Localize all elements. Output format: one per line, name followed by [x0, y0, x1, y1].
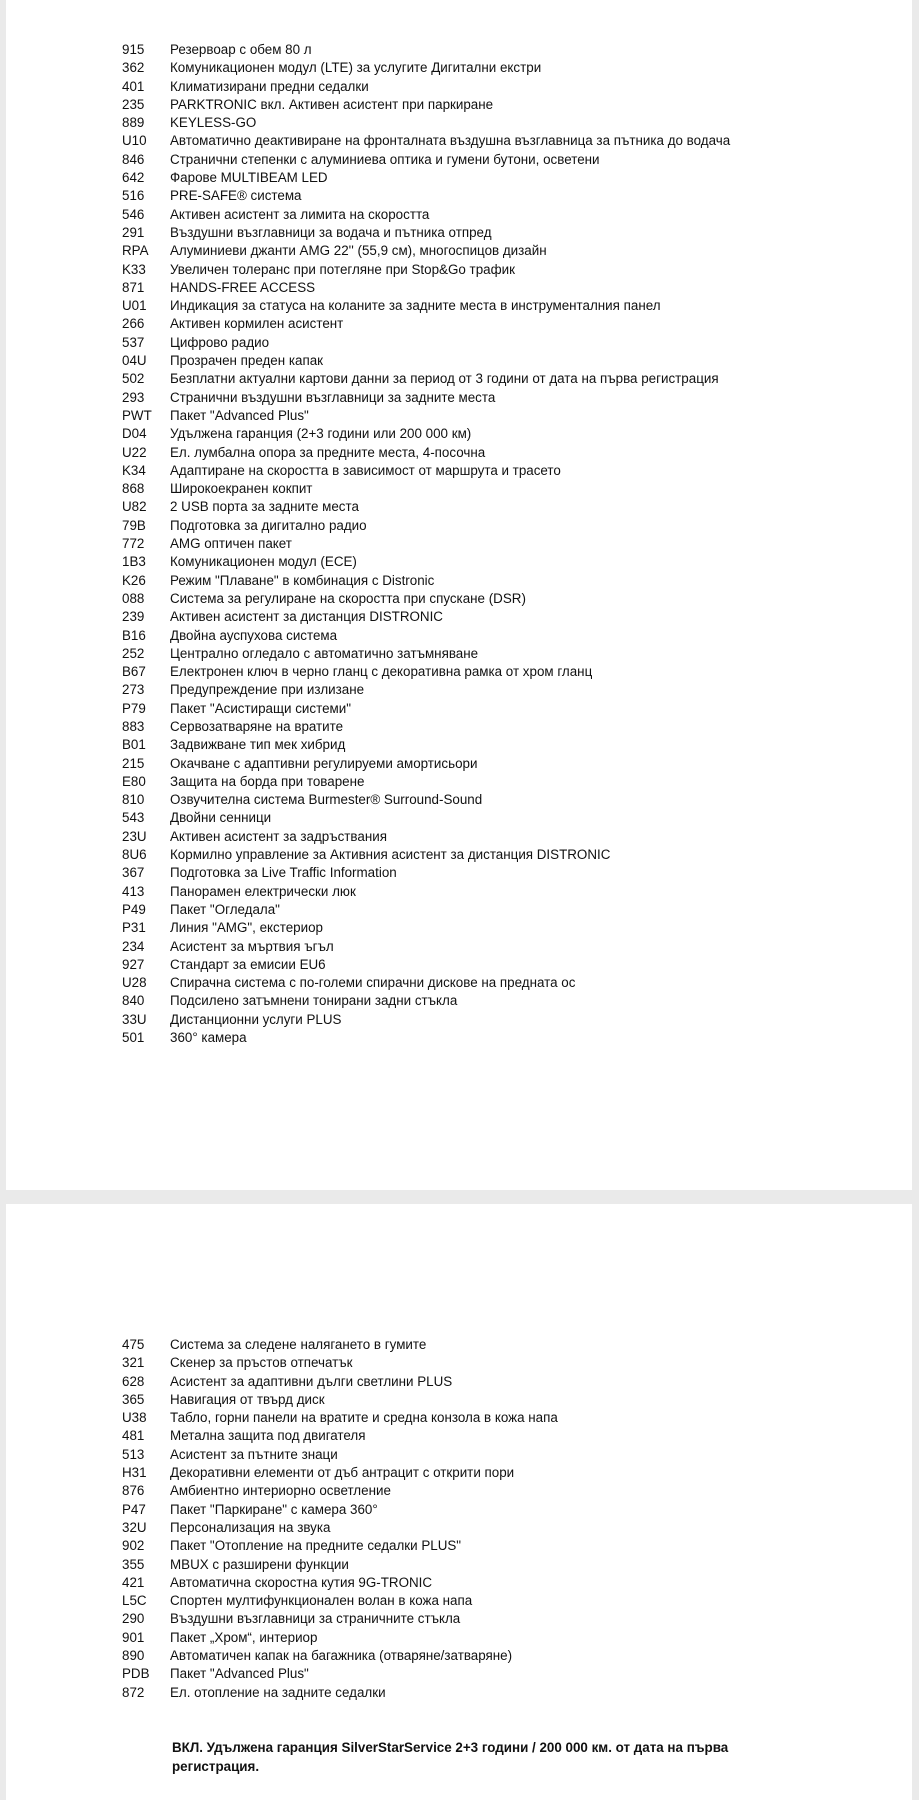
option-code: K34 [122, 462, 146, 478]
option-code: 901 [122, 1629, 145, 1645]
option-code: 266 [122, 316, 145, 332]
equipment-row [122, 663, 730, 681]
option-description: PARKTRONIC вкл. Активен асистент при паркиране [170, 96, 494, 112]
option-description: Подготовка за Live Traffic Information [170, 865, 397, 881]
equipment-row [122, 334, 730, 352]
option-code: 628 [122, 1373, 145, 1389]
equipment-row [122, 242, 730, 260]
option-description: Стандарт за емисии EU6 [170, 956, 326, 972]
option-description: Автоматично деактивиране на фронталната въздушна възглавница за пътника до водача [170, 133, 731, 149]
equipment-row [122, 883, 730, 901]
option-description: Климатизирани предни седалки [170, 78, 369, 94]
option-description: Активен асистент за задръствания [170, 828, 387, 844]
option-description: Режим "Плаване" в комбинация с Distronic [170, 572, 435, 588]
equipment-row [122, 992, 730, 1010]
option-description: Пакет "Паркиране" с камера 360° [170, 1501, 378, 1517]
option-code: 234 [122, 938, 145, 954]
option-code: 290 [122, 1611, 145, 1627]
option-code: U01 [122, 298, 147, 314]
equipment-row [122, 1373, 558, 1391]
option-code: 239 [122, 609, 145, 625]
option-description: Сервозатваряне на вратите [170, 718, 344, 734]
equipment-row [122, 370, 730, 388]
option-description: Навигация от твърд диск [170, 1391, 325, 1407]
warranty-note: ВКЛ. Удължена гаранция SilverStarService 2+3 години / 200 000 км. от дата на първа регистрация. [172, 1740, 729, 1774]
option-description: Цифрово радио [170, 334, 270, 350]
option-code: 868 [122, 481, 145, 497]
equipment-row [122, 608, 730, 626]
option-code: PDB [122, 1666, 150, 1682]
option-code: 927 [122, 956, 145, 972]
equipment-row [122, 1446, 558, 1464]
equipment-row [122, 828, 730, 846]
option-description: Асистент за адаптивни дълги светлини PLUS [170, 1373, 453, 1389]
equipment-row [122, 1684, 558, 1702]
equipment-list-page-1 [122, 41, 730, 1047]
option-description: Персонализация на звука [170, 1519, 331, 1535]
equipment-row [122, 864, 730, 882]
option-description: Прозрачен преден капак [170, 353, 324, 369]
equipment-row [122, 315, 730, 333]
option-code: 79B [122, 517, 146, 533]
option-code: 876 [122, 1483, 145, 1499]
equipment-row [122, 480, 730, 498]
option-description: Електронен ключ в черно гланц с декоративна рамка от хром гланц [170, 664, 593, 680]
equipment-row [122, 1501, 558, 1519]
document-page-2 [6, 1204, 912, 1800]
option-code: 502 [122, 371, 145, 387]
option-code: 215 [122, 755, 145, 771]
option-code: 475 [122, 1337, 145, 1352]
option-description: Подготовка за дигитално радио [170, 517, 367, 533]
equipment-row [122, 1427, 558, 1445]
option-description: Централно огледало с автоматично затъмняване [170, 645, 479, 661]
equipment-row [122, 919, 730, 937]
equipment-list-page-2 [122, 1336, 558, 1702]
option-description: Ел. отопление на задните седалки [170, 1684, 386, 1700]
equipment-row [122, 41, 730, 59]
option-code: 513 [122, 1446, 145, 1462]
equipment-row [122, 755, 730, 773]
equipment-row [122, 462, 730, 480]
option-code: 890 [122, 1648, 145, 1664]
option-description: Спирачна система с по-големи спирачни дискове на предната ос [170, 975, 576, 991]
equipment-row [122, 96, 730, 114]
option-description: 360° камера [170, 1030, 247, 1046]
option-code: H31 [122, 1465, 147, 1481]
option-code: 902 [122, 1538, 145, 1554]
equipment-row [122, 773, 730, 791]
equipment-row [122, 1574, 558, 1592]
option-description: Амбиентно интериорно осветление [170, 1483, 391, 1499]
option-description: Пакет "Отопление на предните седалки PLUS" [170, 1538, 462, 1554]
option-description: Комуникационен модул (ECE) [170, 554, 357, 570]
equipment-row [122, 352, 730, 370]
option-code: 421 [122, 1574, 145, 1590]
option-description: HANDS-FREE ACCESS [170, 279, 316, 295]
option-code: U38 [122, 1410, 147, 1426]
equipment-row [122, 956, 730, 974]
option-description: Активен асистент за дистанция DISTRONIC [170, 609, 443, 625]
option-description: Скенер за пръстов отпечатък [170, 1355, 353, 1371]
option-code: 365 [122, 1391, 145, 1407]
option-code: U22 [122, 444, 147, 460]
option-description: Спортен мултифункционален волан в кожа напа [170, 1593, 473, 1609]
equipment-row [122, 1029, 730, 1047]
option-code: 872 [122, 1684, 145, 1700]
equipment-row [122, 224, 730, 242]
option-description: 2 USB порта за задните места [170, 499, 359, 515]
equipment-row [122, 1647, 558, 1665]
option-description: Пакет "Огледала" [170, 901, 280, 917]
equipment-row [122, 1519, 558, 1537]
equipment-row [122, 681, 730, 699]
option-description: Въздушни възглавници за страничните стъкла [170, 1611, 461, 1627]
option-code: 546 [122, 206, 145, 222]
equipment-row [122, 1354, 558, 1372]
option-description: Двойни сенници [170, 810, 272, 826]
option-code: 537 [122, 334, 145, 350]
option-code: P49 [122, 901, 146, 917]
option-description: Алуминиеви джанти AMG 22'' (55,9 см), многоспицов дизайн [170, 243, 547, 259]
option-description: Асистент за пътните знаци [170, 1446, 338, 1462]
equipment-row [122, 132, 730, 150]
option-description: Метална защита под двигателя [170, 1428, 366, 1444]
option-description: Линия "AMG", екстериор [170, 920, 323, 936]
option-code: 915 [122, 42, 145, 57]
option-description: Активен асистент за лимита на скоростта [170, 206, 430, 222]
equipment-row [122, 901, 730, 919]
option-description: Панорамен електрически люк [170, 883, 356, 899]
equipment-row [122, 78, 730, 96]
option-description: Автоматичен капак на багажника (отваряне/затваряне) [170, 1648, 513, 1664]
option-code: B16 [122, 627, 146, 643]
option-description: AMG оптичен пакет [170, 536, 292, 552]
option-code: P47 [122, 1501, 146, 1517]
option-description: Кормилно управление за Активния асистент за дистанция DISTRONIC [170, 847, 611, 863]
option-code: 1B3 [122, 554, 146, 570]
equipment-row [122, 187, 730, 205]
option-description: Странични въздушни възглавници за задните места [170, 389, 496, 405]
option-code: 481 [122, 1428, 145, 1444]
option-code: 362 [122, 60, 145, 76]
equipment-row [122, 809, 730, 827]
option-code: 293 [122, 389, 145, 405]
equipment-row [122, 1592, 558, 1610]
equipment-row [122, 1391, 558, 1409]
option-description: Система за регулиране на скоростта при спускане (DSR) [170, 590, 526, 606]
equipment-row [122, 279, 730, 297]
option-code: 642 [122, 170, 145, 186]
equipment-row [122, 407, 730, 425]
option-description: KEYLESS-GO [170, 115, 257, 131]
option-description: Удължена гаранция (2+3 години или 200 000 км) [170, 426, 472, 442]
equipment-row [122, 791, 730, 809]
equipment-row [122, 114, 730, 132]
option-code: 367 [122, 865, 145, 881]
equipment-row [122, 1336, 558, 1354]
option-description: Въздушни възглавници за водача и пътника отпред [170, 224, 492, 240]
option-description: Окачване с адаптивни регулируеми амортисьори [170, 755, 478, 771]
equipment-row [122, 261, 730, 279]
option-code: K26 [122, 572, 146, 588]
equipment-row [122, 517, 730, 535]
equipment-row [122, 590, 730, 608]
option-code: 840 [122, 993, 145, 1009]
option-description: Комуникационен модул (LTE) за услугите Дигитални екстри [170, 60, 542, 76]
option-description: Защита на борда при товарене [170, 773, 365, 789]
option-code: 401 [122, 78, 145, 94]
option-code: 273 [122, 682, 145, 698]
equipment-row [122, 1482, 558, 1500]
option-description: Резервоар с обем 80 л [170, 42, 312, 57]
document-page-1 [6, 0, 912, 1190]
option-description: Декоративни елементи от дъб антрацит с открити пори [170, 1465, 515, 1481]
option-code: D04 [122, 426, 147, 442]
equipment-row [122, 572, 730, 590]
equipment-row [122, 498, 730, 516]
option-description: Асистент за мъртвия ъгъл [170, 938, 334, 954]
option-description: Странични степенки с алуминиева оптика и гумени бутони, осветени [170, 151, 600, 167]
equipment-row [122, 1011, 730, 1029]
equipment-row [122, 444, 730, 462]
equipment-row [122, 1464, 558, 1482]
option-code: 516 [122, 188, 145, 204]
option-code: K33 [122, 261, 146, 277]
option-code: 8U6 [122, 847, 147, 863]
option-code: RPA [122, 243, 149, 259]
option-description: Индикация за статуса на коланите за задните места в инструменталния панел [170, 298, 661, 314]
option-code: 883 [122, 718, 145, 734]
option-code: 871 [122, 279, 145, 295]
option-description: Подсилено затъмнени тонирани задни стъкла [170, 993, 458, 1009]
option-code: 23U [122, 828, 147, 844]
option-description: Ел. лумбална опора за предните места, 4-посочна [170, 444, 486, 460]
option-code: 846 [122, 151, 145, 167]
option-code: 235 [122, 96, 145, 112]
equipment-row [122, 151, 730, 169]
option-code: U28 [122, 975, 147, 991]
option-description: Адаптиране на скоростта в зависимост от маршрута и трасето [170, 462, 561, 478]
equipment-row [122, 645, 730, 663]
equipment-row [122, 389, 730, 407]
equipment-row [122, 1537, 558, 1555]
option-code: 355 [122, 1556, 145, 1572]
option-code: 810 [122, 792, 145, 808]
option-code: 321 [122, 1355, 145, 1371]
option-description: PRE-SAFE® система [170, 188, 302, 204]
equipment-row [122, 718, 730, 736]
option-description: Озвучителна система Burmester® Surround-Sound [170, 792, 483, 808]
option-code: U10 [122, 133, 147, 149]
option-code: 543 [122, 810, 145, 826]
option-description: Система за следене налягането в гумите [170, 1337, 427, 1352]
option-code: 252 [122, 645, 145, 661]
option-code: B01 [122, 737, 146, 753]
equipment-row [122, 736, 730, 754]
option-description: Задвижване тип мек хибрид [170, 737, 346, 753]
equipment-row [122, 553, 730, 571]
equipment-row [122, 1610, 558, 1628]
option-code: 04U [122, 353, 147, 369]
option-description: Безплатни актуални картови данни за период от 3 години от дата на първа регистрация [170, 371, 719, 387]
option-code: L5C [122, 1593, 147, 1609]
equipment-row [122, 1665, 558, 1683]
option-description: Пакет „Хром“, интериор [170, 1629, 318, 1645]
option-description: Автоматична скоростна кутия 9G-TRONIC [170, 1574, 433, 1590]
option-description: MBUX с разширени функции [170, 1556, 349, 1572]
equipment-row [122, 938, 730, 956]
option-description: Фарове MULTIBEAM LED [170, 170, 328, 186]
option-code: 889 [122, 115, 145, 131]
option-description: Увеличен толеранс при потегляне при Stop&Go трафик [170, 261, 515, 277]
option-description: Пакет "Advanced Plus" [170, 407, 309, 423]
option-code: PWT [122, 407, 152, 423]
equipment-row [122, 59, 730, 77]
option-code: 088 [122, 590, 145, 606]
option-code: B67 [122, 664, 146, 680]
option-code: 501 [122, 1030, 145, 1046]
option-code: P31 [122, 920, 146, 936]
equipment-row [122, 1409, 558, 1427]
option-code: 32U [122, 1519, 147, 1535]
equipment-row [122, 297, 730, 315]
equipment-row [122, 169, 730, 187]
equipment-row [122, 700, 730, 718]
option-code: E80 [122, 773, 146, 789]
option-code: 413 [122, 883, 145, 899]
equipment-row [122, 974, 730, 992]
equipment-row [122, 846, 730, 864]
option-code: 291 [122, 224, 145, 240]
option-description: Предупреждение при излизане [170, 682, 365, 698]
option-description: Дистанционни услуги PLUS [170, 1011, 342, 1027]
equipment-row [122, 425, 730, 443]
option-description: Активен кормилен асистент [170, 316, 344, 332]
equipment-row [122, 535, 730, 553]
equipment-row [122, 206, 730, 224]
option-description: Широкоекранен кокпит [170, 481, 313, 497]
option-description: Двойна ауспухова система [170, 627, 338, 643]
option-description: Табло, горни панели на вратите и средна конзола в кожа напа [170, 1410, 558, 1426]
option-code: 33U [122, 1011, 147, 1027]
option-code: U82 [122, 499, 147, 515]
option-description: Пакет "Advanced Plus" [170, 1666, 309, 1682]
option-code: P79 [122, 700, 146, 716]
equipment-row [122, 1556, 558, 1574]
option-description: Пакет "Асистиращи системи" [170, 700, 351, 716]
equipment-row [122, 1629, 558, 1647]
equipment-row [122, 627, 730, 645]
option-code: 772 [122, 536, 145, 552]
